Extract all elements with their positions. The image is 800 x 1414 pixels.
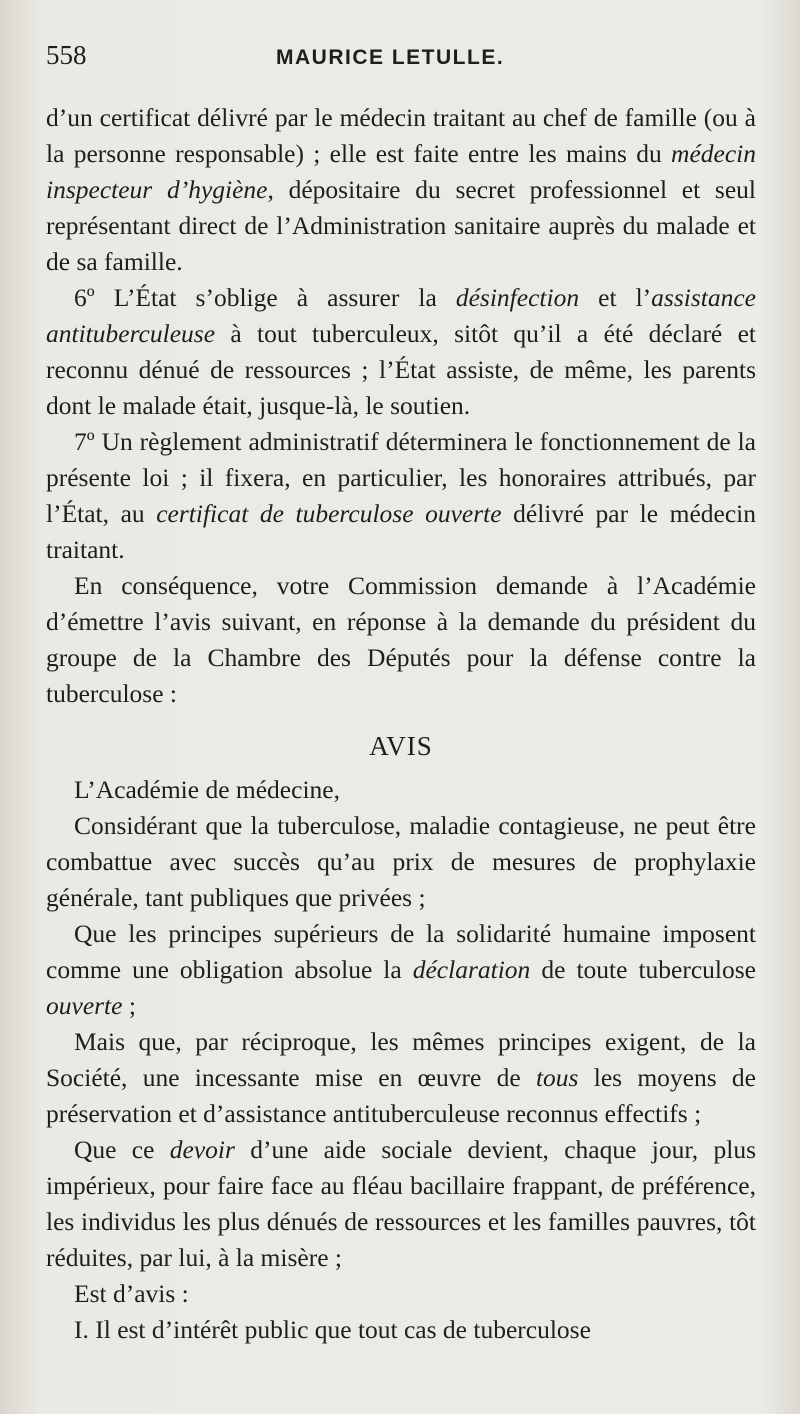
text-run: Que les principes supérieurs de la solidarité humaine imposent comme une obligation absolue la: [46, 919, 756, 984]
text-run: d’un certificat délivré par le médecin traitant au chef de famille (ou à la personne responsable) ; elle est faite entre les mains du: [46, 103, 756, 168]
paragraph: [46, 568, 756, 712]
text-run: ;: [122, 991, 136, 1020]
italic-text: ouverte: [46, 991, 123, 1020]
text-run: I. Il est d’intérêt public que tout cas de tuberculose: [74, 1315, 591, 1344]
text-run: L’Académie de médecine,: [74, 775, 340, 804]
page-header: [46, 40, 756, 92]
text-run: 7º Un règlement administratif déterminera le fonctionnement de la présente loi ; il fixera, en particulier, les honoraires attribués, par l’État, au: [46, 427, 756, 528]
paragraph: [46, 100, 756, 280]
text-run: 6º L’État s’oblige à assurer la: [74, 283, 456, 312]
text-run: En conséquence, votre Commission demande à l’Académie d’émettre l’avis suivant, en réponse à la demande du président du groupe de la Chambre des Députés pour la défense contre la tuberculose :: [46, 571, 756, 708]
italic-text: assistance antituberculeuse: [46, 283, 756, 348]
paragraph: [46, 424, 756, 568]
text-run: Est d’avis :: [74, 1279, 189, 1308]
italic-text: désinfection: [455, 283, 580, 312]
italic-text: devoir: [169, 1135, 235, 1164]
paragraph: [46, 280, 756, 424]
italic-text: certificat de tuberculose ouverte: [156, 499, 502, 528]
paragraph: [46, 808, 756, 916]
paragraph: [46, 772, 756, 808]
commission-paragraphs: [46, 100, 756, 712]
paragraph: [46, 1312, 756, 1348]
paragraph: [46, 1276, 756, 1312]
paragraph: [46, 1132, 756, 1276]
body-text: [46, 100, 756, 1348]
text-run: à tout tuberculeux, sitôt qu’il a été déclaré et reconnu dénué de ressources ; l’État assiste, de même, les parents dont le malade était, jusque-là, le soutien.: [46, 319, 756, 420]
text-run: Considérant que la tuberculose, maladie contagieuse, ne peut être combattue avec succès qu’au prix de mesures de prophylaxie générale, tant publiques que privées ;: [46, 811, 756, 912]
paragraph: [46, 916, 756, 1024]
page-number: 558: [46, 40, 87, 70]
text-run: les moyens de préservation et d’assistance antituberculeuse reconnus effectifs ;: [46, 1063, 756, 1128]
italic-text: médecin inspecteur d’hygiène: [46, 139, 756, 204]
text-run: délivré par le médecin traitant.: [46, 499, 756, 564]
text-run: Que ce: [74, 1135, 170, 1164]
italic-text: tous: [535, 1063, 579, 1092]
paragraph: [46, 1024, 756, 1132]
text-run: , dépositaire du secret professionnel et seul représentant direct de l’Administration sanitaire auprès du malade et de sa famille.: [46, 175, 756, 276]
running-head: MAURICE LETULLE.: [276, 46, 505, 69]
text-run: Mais que, par réciproque, les mêmes principes exigent, de la Société, une incessante mise en œuvre de: [46, 1027, 756, 1092]
text-run: de toute tuberculose: [530, 955, 756, 984]
section-title: AVIS: [369, 731, 433, 761]
italic-text: déclaration: [412, 955, 531, 984]
text-run: d’une aide sociale devient, chaque jour, plus impérieux, pour faire face au fléau bacillaire frappant, de préférence, les individus les plus dénués de ressources et les familles pauvres, tôt réduites, par lui, à la misère ;: [46, 1135, 756, 1272]
avis-paragraphs: [46, 772, 756, 1348]
text-run: et l’: [579, 283, 652, 312]
